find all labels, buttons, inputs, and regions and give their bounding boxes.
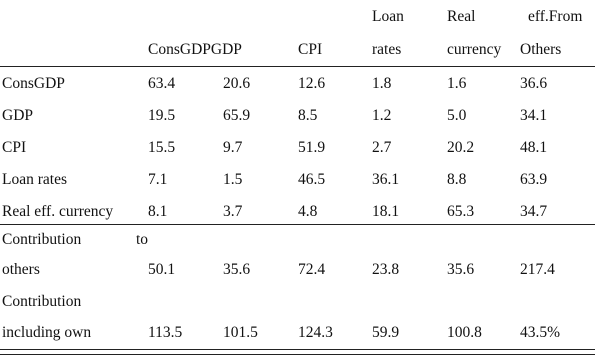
table-cell: 46.5 [298,171,326,188]
table-cell: 51.9 [298,139,326,156]
table-cell: 65.3 [447,203,475,220]
table-cell: 20.6 [223,75,251,92]
table-cell: 12.6 [298,75,326,92]
table-cell: 59.9 [372,324,400,341]
bottom-rule-1 [0,349,595,350]
table-cell: 72.4 [298,261,326,278]
table-cell: 100.8 [447,324,482,341]
table-cell: 20.2 [447,139,475,156]
table-cell: 43.5% [520,324,561,341]
header-real-line1: Real [447,8,476,25]
row-label: Real eff. currency [2,203,114,220]
table-cell: 50.1 [148,261,176,278]
table-cell: 34.7 [520,203,548,220]
table-cell: 1.5 [223,171,243,188]
header-loan-line2: rates [372,41,402,58]
row-label-line2: others [2,261,40,278]
table-cell: 1.8 [372,75,392,92]
table-cell: 1.2 [372,107,392,124]
table-cell: 36.6 [520,75,548,92]
table-cell: 2.7 [372,139,392,156]
row-label: ConsGDP [2,75,65,92]
table-cell: 35.6 [447,261,475,278]
table-cell: 19.5 [148,107,176,124]
table-cell: 101.5 [223,324,258,341]
table-cell: 1.6 [447,75,467,92]
table-cell: 48.1 [520,139,548,156]
bottom-rule-2 [0,354,595,355]
table-cell: 23.8 [372,261,400,278]
table-cell: 4.8 [298,203,318,220]
header-cpi: CPI [298,41,323,58]
table-cell: 34.1 [520,107,548,124]
table-cell: 5.0 [447,107,467,124]
body-rule [0,224,595,225]
table-cell: 9.7 [223,139,243,156]
table-cell: 63.9 [520,171,548,188]
table-cell: 63.4 [148,75,176,92]
header-currency: currency [447,41,502,58]
table-cell: 35.6 [223,261,251,278]
table-cell: 124.3 [298,324,333,341]
row-label-line1: Contribution [2,293,82,310]
table-cell: 65.9 [223,107,251,124]
table-cell: 8.5 [298,107,318,124]
table-cell: 8.1 [148,203,168,220]
row-label: Loan rates [2,171,67,188]
table-cell: 36.1 [372,171,400,188]
table-cell: 113.5 [148,324,183,341]
row-label-line2: including own [2,324,92,341]
header-consgdpgdp: ConsGDPGDP [148,41,242,58]
table-cell: 15.5 [148,139,176,156]
header-eff-from: eff.From [528,8,583,25]
header-others: Others [520,41,562,58]
table-cell: 3.7 [223,203,243,220]
row-label-line1-to: to [136,231,149,248]
table-cell: 18.1 [372,203,400,220]
row-label: CPI [2,139,27,156]
table-cell: 217.4 [520,261,555,278]
header-loan-line1: Loan [372,8,404,25]
header-rule [0,66,595,67]
row-label: GDP [2,107,34,124]
table-cell: 7.1 [148,171,168,188]
row-label-line1: Contribution [2,231,82,248]
table-cell: 8.8 [447,171,467,188]
